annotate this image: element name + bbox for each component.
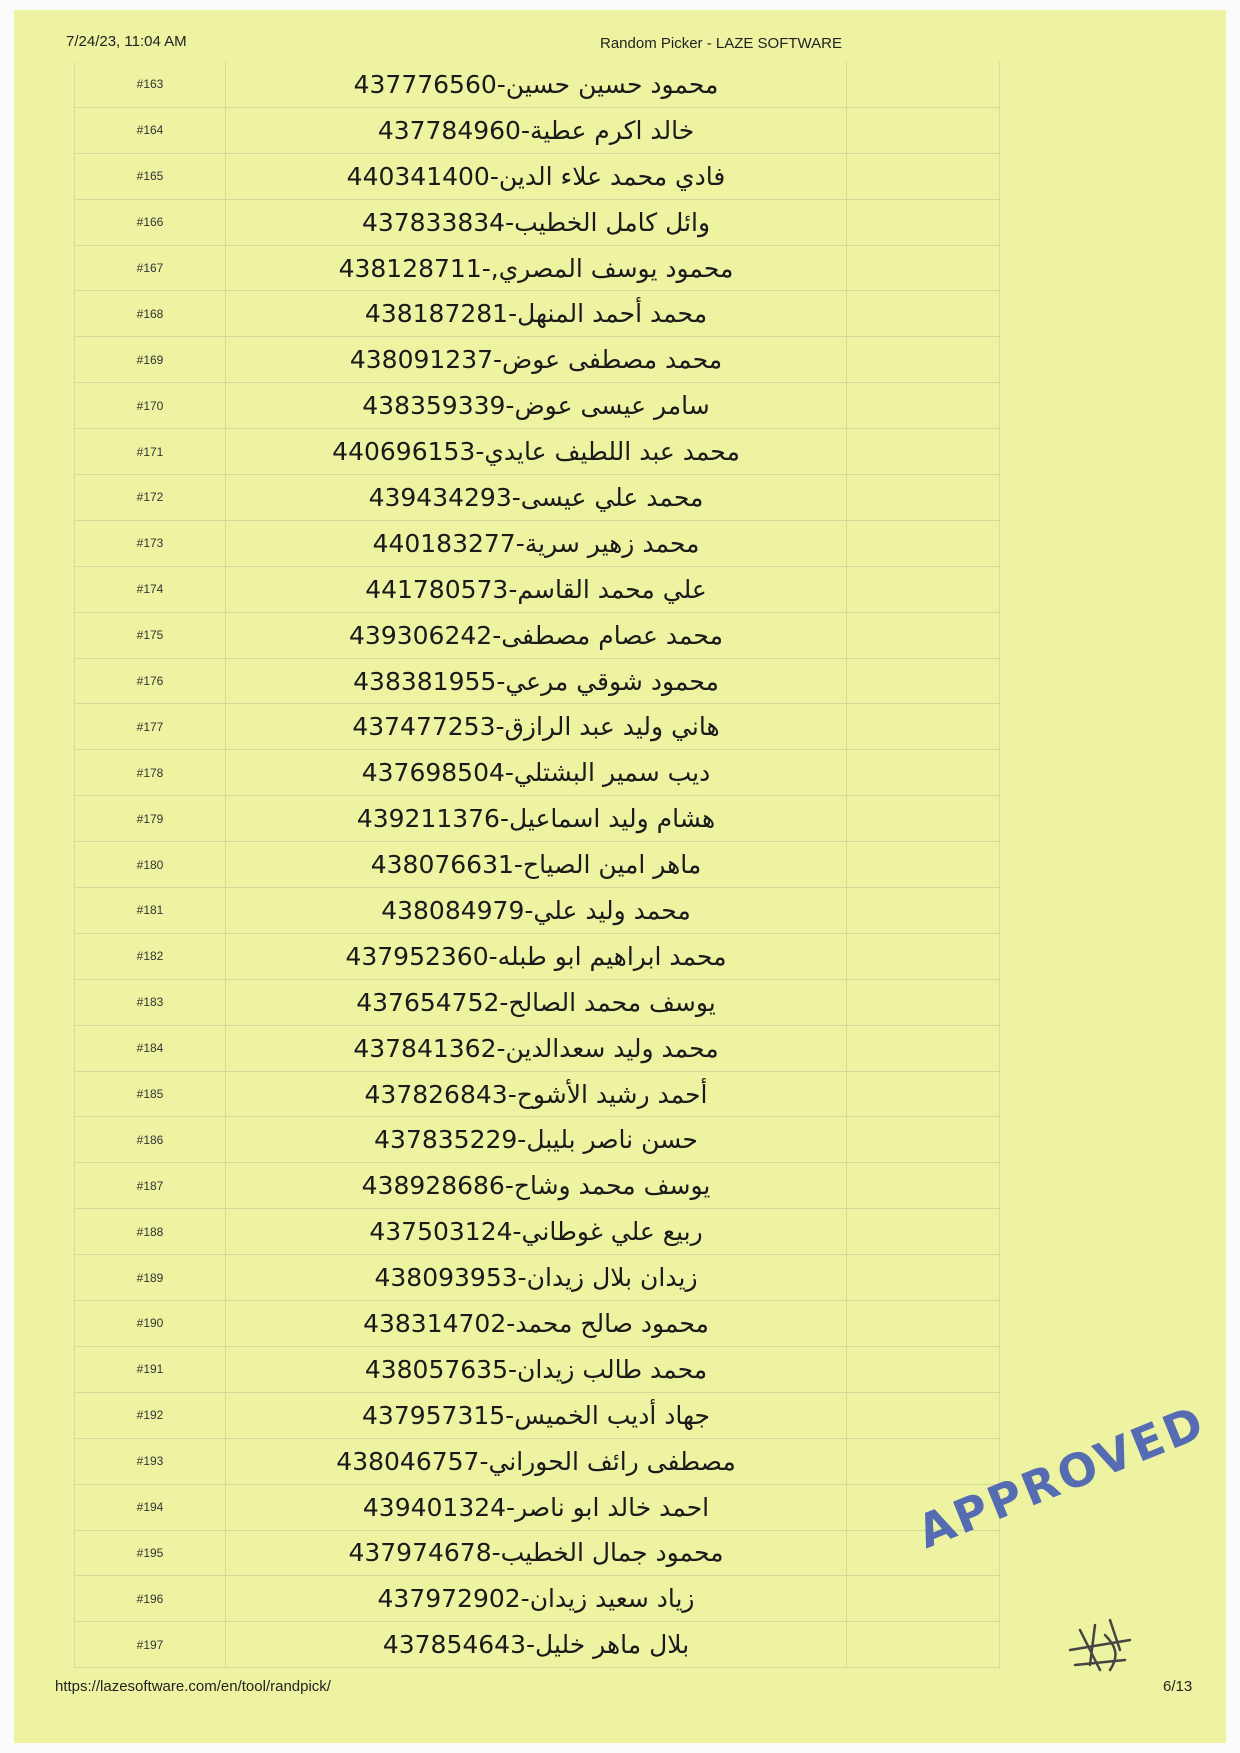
page-number: 6/13 [1163, 1678, 1193, 1695]
row-number: #181 [75, 888, 226, 933]
table-row [75, 1622, 999, 1668]
row-number: #187 [75, 1163, 226, 1208]
row-number: #195 [75, 1531, 226, 1576]
row-number: #176 [75, 659, 226, 704]
row-entry: وائل كامل الخطيب-437833834 [226, 200, 847, 245]
table-row [75, 200, 999, 246]
row-number: #188 [75, 1209, 226, 1254]
row-number: #172 [75, 475, 226, 520]
row-entry: أحمد رشيد الأشوح-437826843 [226, 1072, 847, 1117]
row-entry: مصطفى رائف الحوراني-438046757 [226, 1439, 847, 1484]
row-number: #185 [75, 1072, 226, 1117]
table-row [75, 1026, 999, 1072]
row-number: #193 [75, 1439, 226, 1484]
table-row [75, 1393, 999, 1439]
row-entry: جهاد أديب الخميس-437957315 [226, 1393, 847, 1438]
row-entry: يوسف محمد الصالح-437654752 [226, 980, 847, 1025]
row-number: #171 [75, 429, 226, 474]
table-row [75, 521, 999, 567]
row-number: #186 [75, 1117, 226, 1162]
table-row [75, 62, 999, 108]
table-row [75, 980, 999, 1026]
row-number: #170 [75, 383, 226, 428]
table-row [75, 1301, 999, 1347]
table-row [75, 842, 999, 888]
row-entry: محمد زهير سرية-440183277 [226, 521, 847, 566]
table-row [75, 1209, 999, 1255]
table-row [75, 1117, 999, 1163]
table-row [75, 659, 999, 705]
row-entry: محمد وليد علي-438084979 [226, 888, 847, 933]
row-number: #169 [75, 337, 226, 382]
header-datetime: 7/24/23, 11:04 AM [66, 33, 187, 50]
row-entry: هاني وليد عبد الرازق-437477253 [226, 704, 847, 749]
table-row [75, 567, 999, 613]
row-number: #183 [75, 980, 226, 1025]
row-entry: محمد وليد سعدالدين-437841362 [226, 1026, 847, 1071]
row-entry: محمد عبد اللطيف عايدي-440696153 [226, 429, 847, 474]
row-number: #192 [75, 1393, 226, 1438]
row-entry: محمود شوقي مرعي-438381955 [226, 659, 847, 704]
row-entry: محمد طالب زيدان-438057635 [226, 1347, 847, 1392]
table-row [75, 108, 999, 154]
row-entry: يوسف محمد وشاح-438928686 [226, 1163, 847, 1208]
results-table [74, 62, 1000, 1668]
row-number: #173 [75, 521, 226, 566]
row-number: #189 [75, 1255, 226, 1300]
row-entry: محمود حسين حسين-437776560 [226, 62, 847, 107]
row-entry: محمود يوسف المصري,-438128711 [226, 246, 847, 291]
row-entry: محمد أحمد المنهل-438187281 [226, 291, 847, 336]
row-number: #167 [75, 246, 226, 291]
row-entry: زياد سعيد زيدان-437972902 [226, 1576, 847, 1621]
table-row [75, 750, 999, 796]
row-number: #190 [75, 1301, 226, 1346]
table-row [75, 796, 999, 842]
row-number: #197 [75, 1622, 226, 1667]
row-entry: ربيع علي غوطاني-437503124 [226, 1209, 847, 1254]
row-entry: ماهر امين الصياح-438076631 [226, 842, 847, 887]
table-row [75, 1576, 999, 1622]
row-entry: حسن ناصر بليبل-437835229 [226, 1117, 847, 1162]
row-entry: زيدان بلال زيدان-438093953 [226, 1255, 847, 1300]
row-number: #178 [75, 750, 226, 795]
footer-url: https://lazesoftware.com/en/tool/randpick/ [55, 1678, 331, 1695]
table-row [75, 934, 999, 980]
row-entry: محمد علي عيسى-439434293 [226, 475, 847, 520]
row-number: #163 [75, 62, 226, 107]
row-entry: محمد ابراهيم ابو طبله-437952360 [226, 934, 847, 979]
row-number: #175 [75, 613, 226, 658]
row-number: #168 [75, 291, 226, 336]
row-entry: احمد خالد ابو ناصر-439401324 [226, 1485, 847, 1530]
row-entry: محمد عصام مصطفى-439306242 [226, 613, 847, 658]
row-number: #184 [75, 1026, 226, 1071]
table-row [75, 1347, 999, 1393]
row-entry: علي محمد القاسم-441780573 [226, 567, 847, 612]
signature-mark [1060, 1610, 1140, 1680]
row-number: #179 [75, 796, 226, 841]
table-row [75, 1485, 999, 1531]
header-title: Random Picker - LAZE SOFTWARE [600, 35, 842, 52]
table-row [75, 154, 999, 200]
row-entry: خالد اكرم عطية-437784960 [226, 108, 847, 153]
row-number: #174 [75, 567, 226, 612]
table-row [75, 704, 999, 750]
row-number: #196 [75, 1576, 226, 1621]
row-number: #164 [75, 108, 226, 153]
table-row [75, 475, 999, 521]
table-row [75, 337, 999, 383]
row-number: #177 [75, 704, 226, 749]
row-number: #166 [75, 200, 226, 245]
row-entry: محمود صالح محمد-438314702 [226, 1301, 847, 1346]
row-entry: فادي محمد علاء الدين-440341400 [226, 154, 847, 199]
table-row [75, 429, 999, 475]
row-number: #165 [75, 154, 226, 199]
table-row [75, 888, 999, 934]
table-row [75, 1163, 999, 1209]
table-row [75, 246, 999, 292]
row-entry: سامر عيسى عوض-438359339 [226, 383, 847, 428]
row-number: #182 [75, 934, 226, 979]
row-number: #191 [75, 1347, 226, 1392]
table-row [75, 1439, 999, 1485]
table-row [75, 383, 999, 429]
row-entry: هشام وليد اسماعيل-439211376 [226, 796, 847, 841]
row-entry: ديب سمير البشتلي-437698504 [226, 750, 847, 795]
row-number: #180 [75, 842, 226, 887]
row-number: #194 [75, 1485, 226, 1530]
row-entry: بلال ماهر خليل-437854643 [226, 1622, 847, 1667]
table-row [75, 1255, 999, 1301]
table-row [75, 291, 999, 337]
approved-stamp: APPROVED [909, 1394, 1214, 1559]
table-row [75, 1531, 999, 1577]
row-entry: محمود جمال الخطيب-437974678 [226, 1531, 847, 1576]
table-row [75, 613, 999, 659]
row-entry: محمد مصطفى عوض-438091237 [226, 337, 847, 382]
table-row [75, 1072, 999, 1118]
